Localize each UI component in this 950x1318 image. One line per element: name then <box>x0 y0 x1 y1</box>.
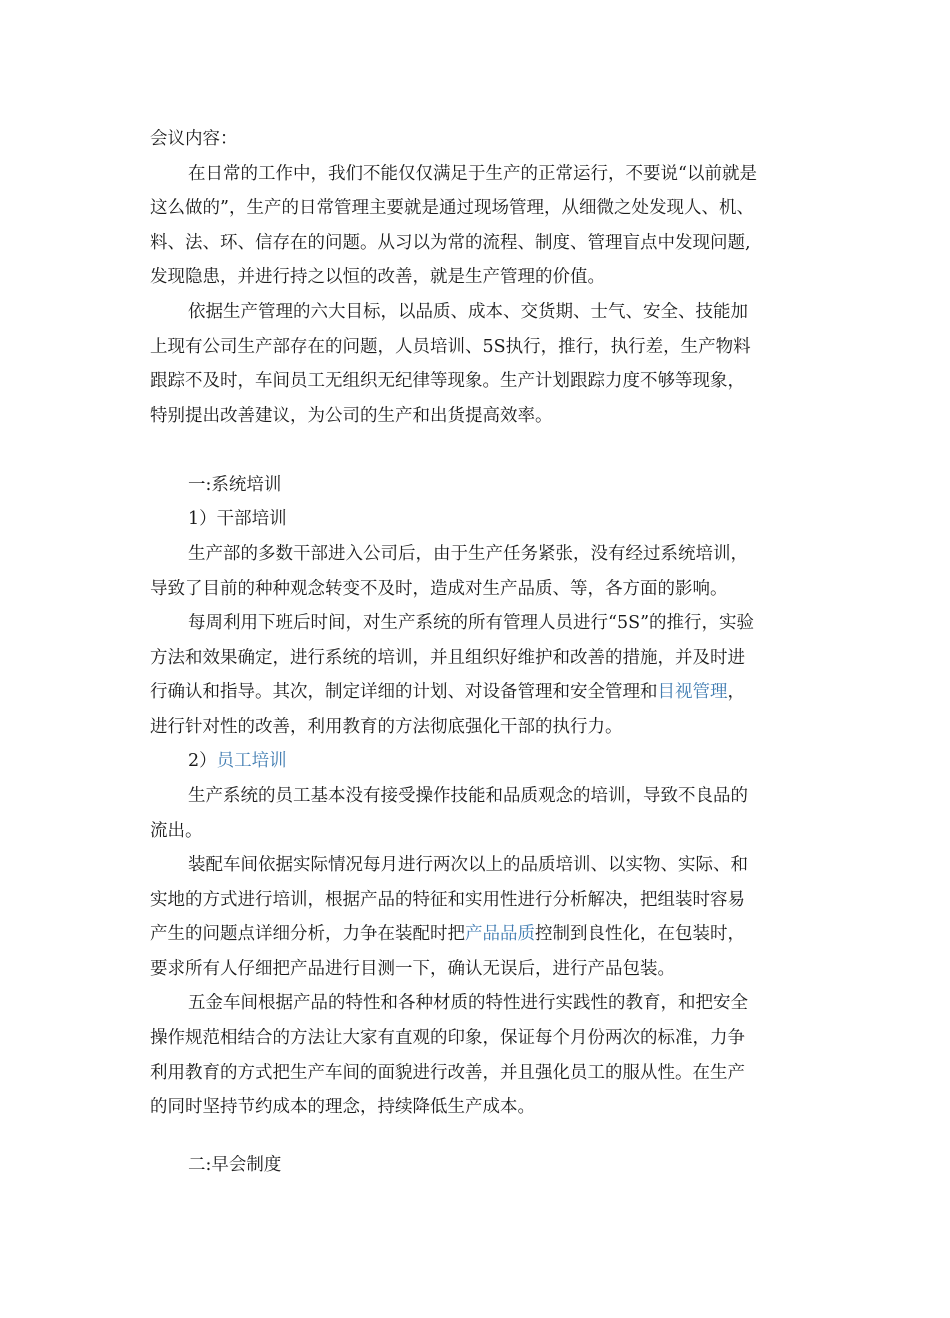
paragraph-4-line-1: 每周利用下班后时间，对生产系统的所有管理人员进行“5S”的推行，实验 <box>188 613 755 633</box>
subsection-2-heading <box>188 744 287 778</box>
paragraph-6-line-3 <box>150 917 745 951</box>
paragraph-7-line-3: 利用教育的方式把生产车间的面貌进行改善，并且强化员工的服从性。在生产 <box>150 1063 745 1083</box>
paragraph-7-line-1: 五金车间根据产品的特性和各种材质的特性进行实践性的教育，和把安全 <box>188 993 748 1013</box>
paragraph-2-line-4: 特别提出改善建议，为公司的生产和出货提高效率。 <box>150 406 553 426</box>
subsection-2-prefix: 2） <box>188 751 217 771</box>
paragraph-6-line-3-text: 产生的问题点详细分析，力争在装配时把 <box>150 924 465 944</box>
paragraph-4-line-3 <box>150 675 745 709</box>
employee-training-link[interactable]: 员工培训 <box>216 751 287 771</box>
meeting-content-heading: 会议内容： <box>150 129 238 149</box>
paragraph-3-line-2: 导致了目前的种种观念转变不及时，造成对生产品质、等，各方面的影响。 <box>150 579 728 599</box>
paragraph-1-line-1: 在日常的工作中，我们不能仅仅满足于生产的正常运行，不要说“以前就是 <box>188 164 757 184</box>
paragraph-3-line-1: 生产部的多数干部进入公司后，由于生产任务紧张，没有经过系统培训， <box>188 544 748 564</box>
paragraph-1-line-4: 发现隐患，并进行持之以恒的改善，就是生产管理的价值。 <box>150 267 605 287</box>
paragraph-1-line-2: 这么做的”，生产的日常管理主要就是通过现场管理，从细微之处发现人、机、 <box>150 198 754 218</box>
paragraph-4-line-3-tail: ， <box>727 682 745 702</box>
paragraph-5-line-1: 生产系统的员工基本没有接受操作技能和品质观念的培训，导致不良品的 <box>188 786 748 806</box>
paragraph-7-line-4: 的同时坚持节约成本的理念，持续降低生产成本。 <box>150 1097 535 1117</box>
section-1-heading: 一:系统培训 <box>188 475 282 495</box>
paragraph-6-line-3-tail: 控制到良性化，在包装时， <box>535 924 745 944</box>
paragraph-1-line-3: 料、法、环、信存在的问题。从习以为常的流程、制度、管理盲点中发现问题, <box>150 233 751 253</box>
paragraph-2-line-2: 上现有公司生产部存在的问题，人员培训、5S执行，推行，执行差，生产物料 <box>150 337 751 357</box>
paragraph-6-line-2: 实地的方式进行培训，根据产品的特征和实用性进行分析解决，把组装时容易 <box>150 890 745 910</box>
product-quality-link[interactable]: 产品品质 <box>465 924 535 944</box>
paragraph-4-line-4: 进行针对性的改善，利用教育的方法彻底强化干部的执行力。 <box>150 717 623 737</box>
section-2-heading: 二:早会制度 <box>188 1155 282 1175</box>
paragraph-6-line-1: 装配车间依据实际情况每月进行两次以上的品质培训、以实物、实际、和 <box>188 855 748 875</box>
paragraph-4-line-3-text: 行确认和指导。其次，制定详细的计划、对设备管理和安全管理和 <box>150 682 658 702</box>
paragraph-4-line-2: 方法和效果确定，进行系统的培训，并且组织好维护和改善的措施，并及时进 <box>150 648 745 668</box>
visual-management-link[interactable]: 目视管理 <box>657 682 728 702</box>
paragraph-2-line-3: 跟踪不及时，车间员工无组织无纪律等现象。生产计划跟踪力度不够等现象， <box>150 371 745 391</box>
paragraph-2-line-1: 依据生产管理的六大目标，以品质、成本、交货期、士气、安全、技能加 <box>188 302 748 322</box>
subsection-1-heading: 1）干部培训 <box>188 509 287 529</box>
paragraph-5-line-2: 流出。 <box>150 821 203 841</box>
paragraph-6-line-4: 要求所有人仔细把产品进行目测一下，确认无误后，进行产品包装。 <box>150 959 675 979</box>
paragraph-7-line-2: 操作规范相结合的方法让大家有直观的印象，保证每个月份两次的标准，力争 <box>150 1028 745 1048</box>
